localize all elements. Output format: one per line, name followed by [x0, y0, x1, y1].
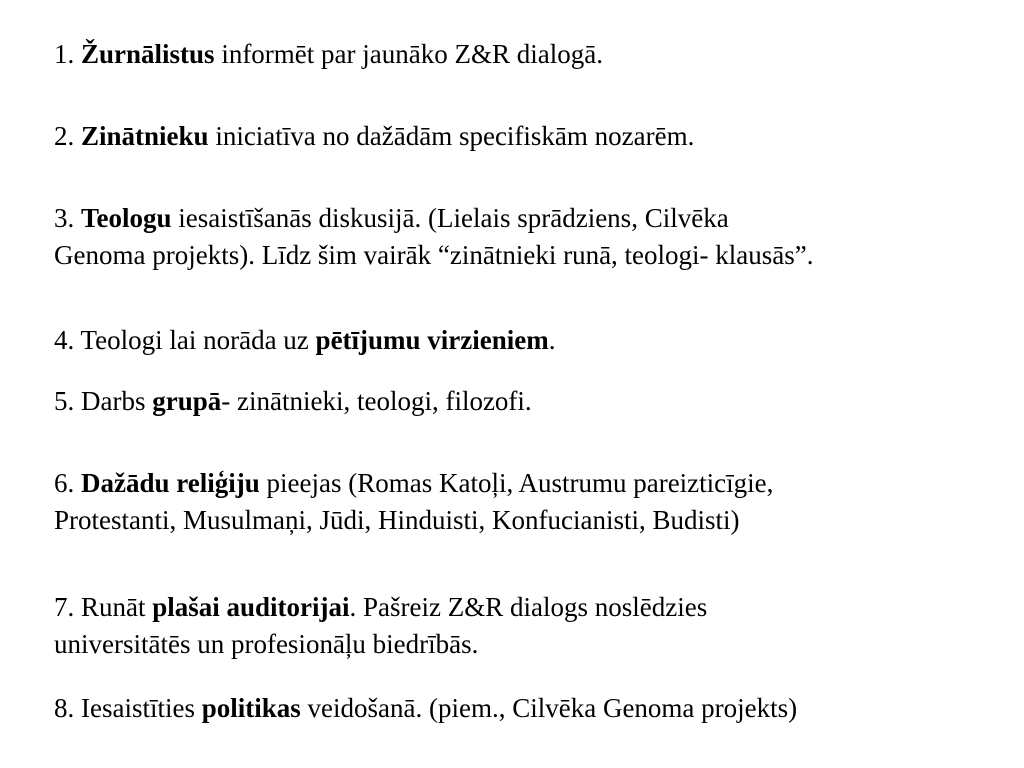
- list-item-7: [54, 589, 707, 663]
- list-item-6: [54, 465, 773, 539]
- list-item-8: [54, 690, 797, 727]
- item-bold-text: politikas: [201, 693, 301, 723]
- list-item-3: [54, 200, 814, 274]
- item-text: veidošanā. (piem., Cilvēka Genoma projekts): [300, 693, 798, 723]
- item-number: 1.: [54, 39, 75, 69]
- item-text: .: [548, 325, 556, 355]
- item-text: iniciatīva no dažādām specifiskām nozarēm.: [208, 121, 695, 151]
- item-text-prefix: Darbs: [74, 386, 153, 416]
- item-text: informēt par jaunāko Z&R dialogā.: [214, 39, 603, 69]
- item-number: 4.: [54, 325, 75, 355]
- item-text: - zinātnieki, teologi, filozofi.: [221, 386, 532, 416]
- item-bold-text: Teologu: [81, 203, 172, 233]
- item-text-prefix: Iesaistīties: [74, 693, 202, 723]
- item-text: iesaistīšanās diskusijā. (Lielais sprādziens, Cilvēka: [171, 203, 729, 233]
- list-item-2: [54, 118, 694, 155]
- item-number: 3.: [54, 203, 75, 233]
- list-item-1: [54, 36, 603, 73]
- item-bold-text: Zinātnieku: [81, 121, 209, 151]
- list-item-5: [54, 383, 532, 420]
- item-bold-text: grupā: [152, 386, 222, 416]
- item-number: 5.: [54, 386, 75, 416]
- item-bold-text: pētījumu virzieniem: [315, 325, 549, 355]
- item-text: . Pašreiz Z&R dialogs noslēdzies: [349, 592, 708, 622]
- item-number: 8.: [54, 693, 75, 723]
- item-text-line-2: Protestanti, Musulmaņi, Jūdi, Hinduisti, Konfucianisti, Budisti): [54, 505, 740, 535]
- item-number: 6.: [54, 468, 75, 498]
- item-text-line-2: universitātēs un profesionāļu biedrībās.: [54, 629, 479, 659]
- item-text-line-2: Genoma projekts). Līdz šim vairāk “zinātnieki runā, teologi- klausās”.: [54, 240, 814, 270]
- item-text-prefix: Runāt: [74, 592, 153, 622]
- item-bold-text: Žurnālistus: [81, 39, 215, 69]
- list-item-4: [54, 322, 556, 359]
- item-number: 2.: [54, 121, 75, 151]
- item-number: 7.: [54, 592, 75, 622]
- item-text-prefix: Teologi lai norāda uz: [74, 325, 316, 355]
- item-text: pieejas (Romas Katoļi, Austrumu pareizticīgie,: [259, 468, 774, 498]
- item-bold-text: plašai auditorijai: [152, 592, 350, 622]
- item-bold-text: Dažādu reliģiju: [81, 468, 260, 498]
